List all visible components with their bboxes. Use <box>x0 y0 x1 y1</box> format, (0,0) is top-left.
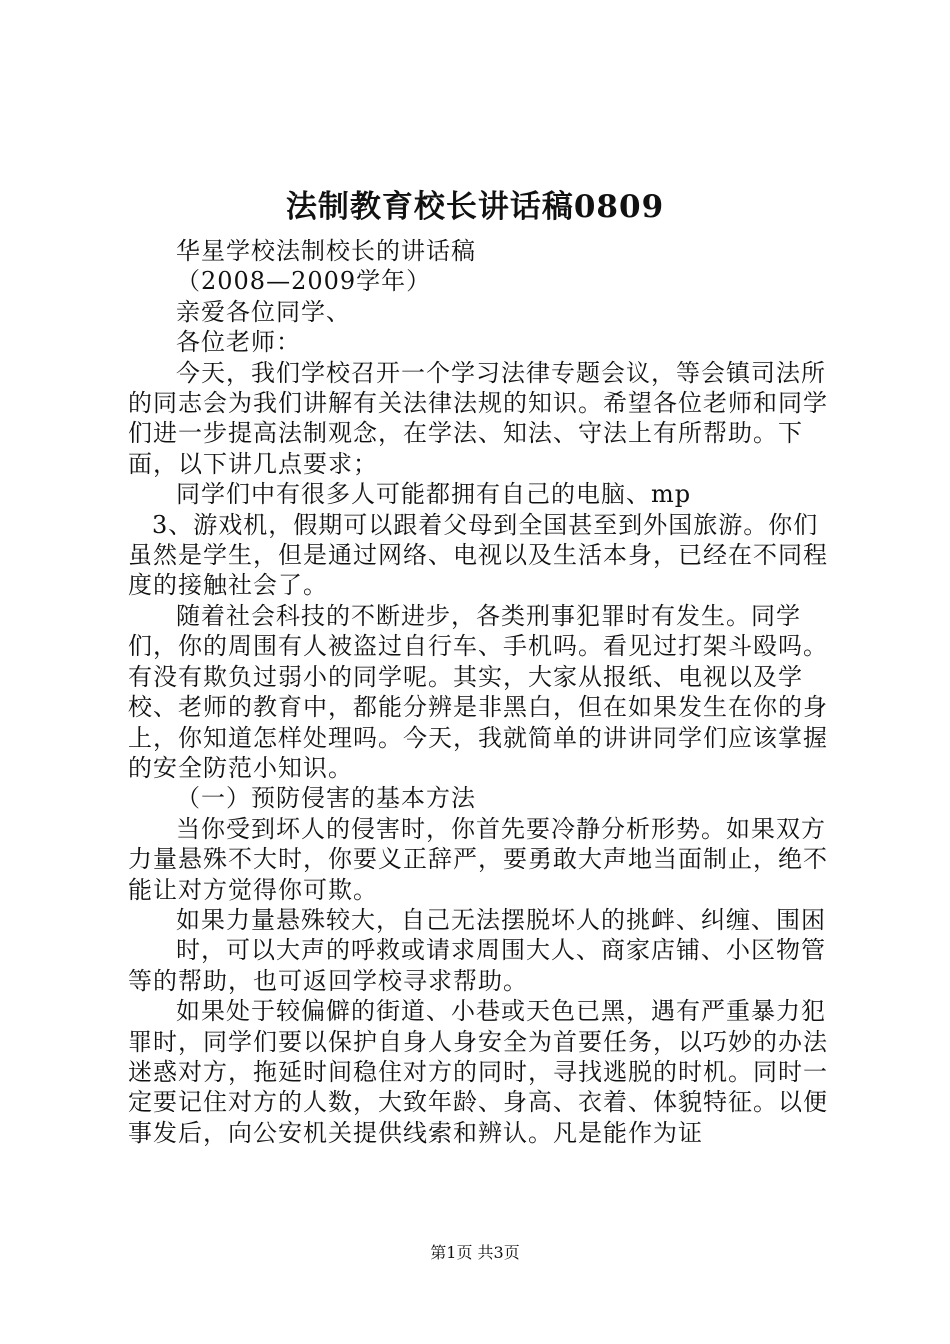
paragraph-calm-analysis: 当你受到坏人的侵害时，你首先要冷静分析形势。如果双方力量悬殊不大时，你要义正辞严，要勇敢大声地当面制止，绝不能让对方觉得你可欺。 <box>128 814 828 904</box>
page-number-footer: 第1页 共3页 <box>430 1243 520 1262</box>
document-title: 法制教育校长讲话稿0809 <box>285 189 665 225</box>
paragraph-intro: 今天，我们学校召开一个学习法律专题会议，等会镇司法所的同志会为我们讲解有关法律法规的知识。希望各位老师和同学们进一步提高法制观念，在学法、知法、守法上有所帮助。下面，以下讲几点要求； <box>128 358 828 478</box>
document-body <box>128 236 838 1148</box>
paragraph-remote-area: 如果处于较偏僻的街道、小巷或天色已黑，遇有严重暴力犯罪时，同学们要以保护自身人身安全为首要任务，以巧妙的办法迷惑对方，拖延时间稳住对方的同时，寻找逃脱的时机。同时一定要记住对方的人数，大致年龄、身高、衣着、体貌特征。以便事发后，向公安机关提供线索和辨认。凡是能作为证 <box>128 997 828 1147</box>
paragraph-computers: 同学们中有很多人可能都拥有自己的电脑、mp <box>176 480 692 509</box>
paragraph-greeting-teachers: 各位老师： <box>176 328 301 357</box>
paragraph-strength-gap: 如果力量悬殊较大，自己无法摆脱坏人的挑衅、纠缠、围困 <box>176 905 826 934</box>
paragraph-seek-help: 时，可以大声的呼救或请求周围大人、商家店铺、小区物管等的帮助，也可返回学校寻求帮助。 <box>128 936 826 995</box>
section-heading-prevention: （一）预防侵害的基本方法 <box>176 784 476 813</box>
paragraph-greeting-students: 亲爱各位同学、 <box>176 297 351 326</box>
paragraph-school-title: 华星学校法制校长的讲话稿 <box>176 237 476 265</box>
paragraph-school-year: （2008—2009学年） <box>176 267 432 296</box>
paragraph-society: 3、游戏机，假期可以跟着父母到全国甚至到外国旅游。你们虽然是学生，但是通过网络、电视以及生活本身，已经在不同程度的接触社会了。 <box>128 510 828 600</box>
paragraph-crime: 随着社会科技的不断进步，各类刑事犯罪时有发生。同学们，你的周围有人被盗过自行车、手机吗。看见过打架斗殴吗。有没有欺负过弱小的同学呢。其实，大家从报纸、电视以及学校、老师的教育中，都能分辨是非黑白，但在如果发生在你的身上，你知道怎样处理吗。今天，我就简单的讲讲同学们应该掌握的安全防范小知识。 <box>128 601 828 782</box>
